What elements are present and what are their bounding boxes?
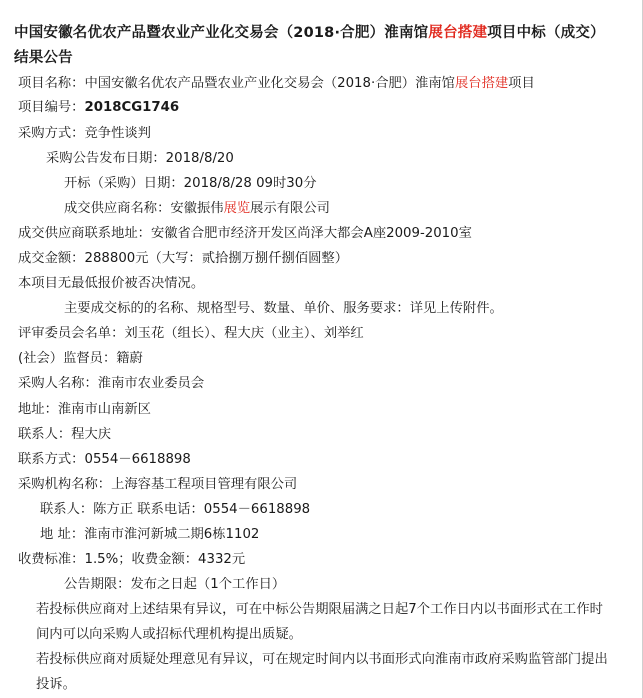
project-code-line: [18, 95, 628, 120]
objection-paragraph-1: 若投标供应商对上述结果有异议，可在中标公告期限届满之日起7个工作日内以书面形式在工作时间内可以向采购人或招标代理机构提出质疑。: [36, 602, 603, 642]
purchaser-phone: 联系方式：0554－6618898: [18, 452, 191, 467]
purchaser-name: 采购人名称：淮南市农业委员会: [18, 376, 205, 391]
agency-contact: 联系人：陈方正 联系电话：0554－6618898: [40, 502, 311, 517]
objection-paragraph-2: 若投标供应商对质疑处理意见有异议，可在规定时间内以书面形式向淮南市政府采购监管部门提出投诉。: [36, 652, 608, 692]
purchaser-address: 地址：淮南市山南新区: [18, 402, 151, 417]
no-lowest-price-note: 本项目无最低报价被否决情况。: [18, 276, 205, 291]
fee-info: 收费标准：1.5%；收费金额：4332元: [18, 552, 246, 567]
announcement-title: [14, 21, 614, 71]
procurement-method: 采购方式：竞争性谈判: [18, 126, 151, 141]
title-text: 中国安徽名优农产品暨农业产业化交易会（2018·合肥）淮南馆: [14, 25, 429, 41]
supplier-highlight: 展览: [223, 201, 251, 216]
supplier-value: 安徽振伟: [170, 201, 224, 216]
project-code-value: 2018CG1746: [84, 100, 180, 115]
purchaser-contact: 联系人：程大庆: [18, 427, 112, 442]
main-subject: 主要成交标的的名称、规格型号、数量、单价、服务要求：详见上传附件。: [64, 301, 503, 316]
title-highlight: 展台搭建: [428, 25, 488, 41]
project-name-suffix: 项目: [508, 76, 535, 91]
project-code-label: 项目编号：: [18, 100, 85, 115]
project-name-line: [18, 71, 628, 96]
project-name-highlight: 展台搭建: [454, 76, 509, 91]
notice-period: 公告期限：发布之日起（1个工作日）: [64, 577, 286, 592]
project-name-label: 项目名称：: [18, 76, 85, 91]
announce-date: 采购公告发布日期：2018/8/20: [46, 151, 234, 166]
supervisor: (社会）监督员：籍蔚: [18, 351, 143, 366]
title-text-end: 项目中标（成交）结果公告: [14, 25, 605, 66]
review-committee: 评审委员会名单：刘玉花（组长）、程大庆（业主）、刘举红: [18, 326, 364, 341]
agency-name: 采购机构名称：上海容基工程项目管理有限公司: [18, 477, 298, 492]
deal-amount: 成交金额：288800元（大写：贰拾捌万捌仟捌佰圆整）: [18, 251, 348, 266]
supplier-name-line: [64, 196, 643, 221]
supplier-address: 成交供应商联系地址：安徽省合肥市经济开发区尚泽大都会A座2009-2010室: [18, 226, 472, 241]
bid-open-date: 开标（采购）日期：2018/8/28 09时30分: [64, 176, 317, 191]
supplier-suffix: 展示有限公司: [250, 201, 330, 216]
supplier-label: 成交供应商名称：: [64, 201, 171, 216]
agency-address: 地 址：淮南市淮河新城二期6栋1102: [40, 527, 260, 542]
project-name-value: 中国安徽名优农产品暨农业产业化交易会（2018·合肥）淮南馆: [84, 76, 455, 91]
